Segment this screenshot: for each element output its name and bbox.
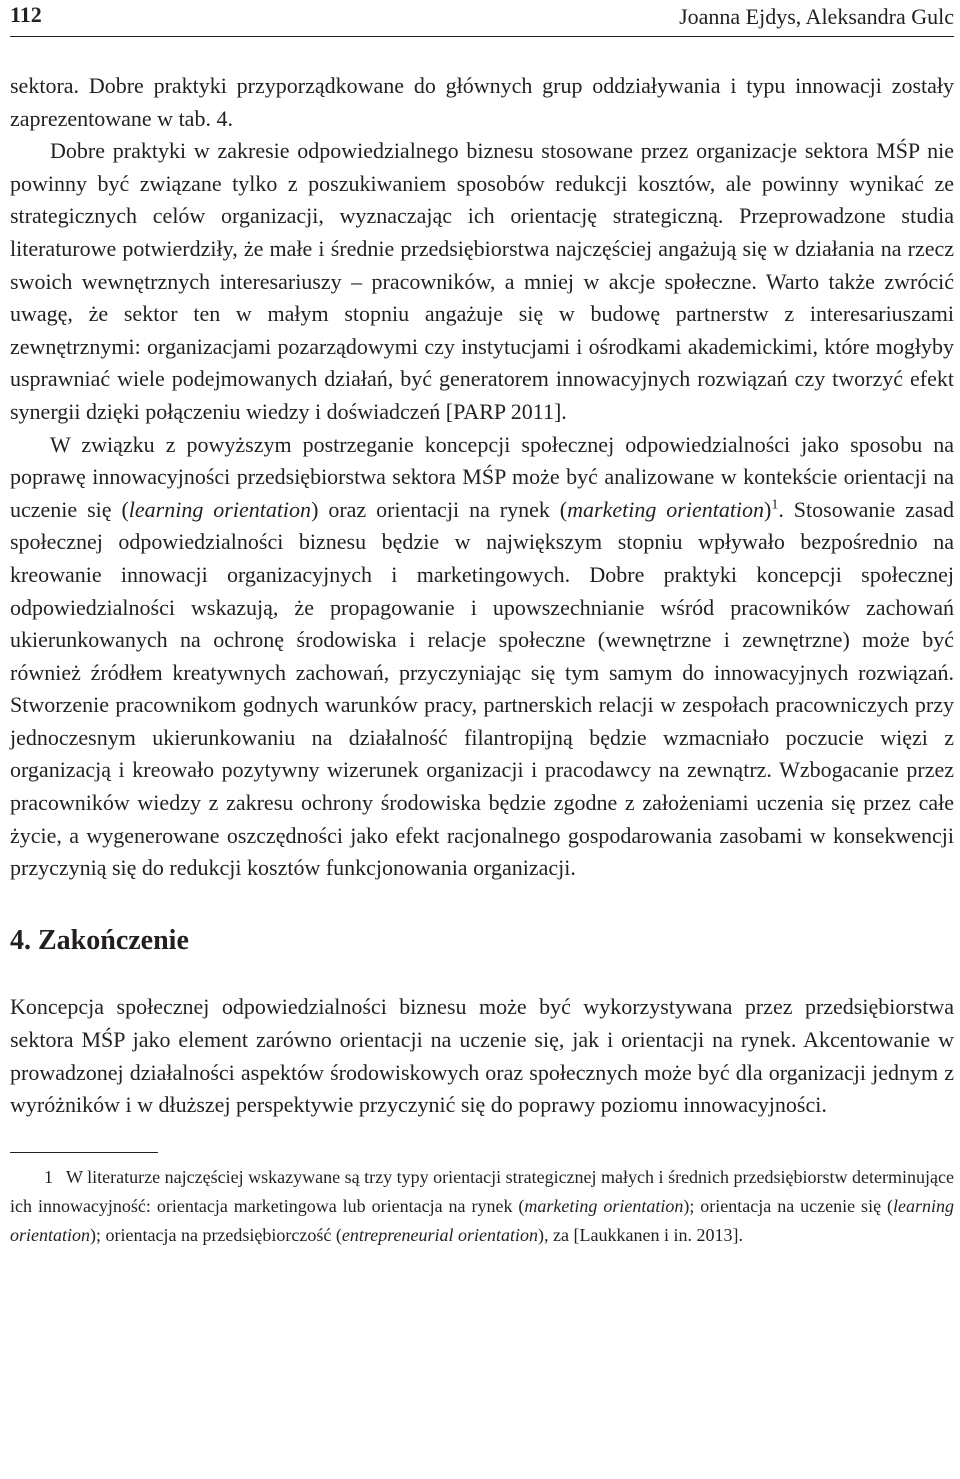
section-heading: 4. Zakończenie	[10, 924, 189, 956]
term-learning-orientation: learning orientation	[128, 496, 312, 522]
text-span: )	[764, 496, 772, 522]
text-span: W literaturze najczęściej wskazywane są trzy typy orientacji strategicznej małych i średnich przedsiębiorstw determinujące ich innowacyjność: orientacja marketingowa lub orientacja na rynek (	[10, 1166, 954, 1216]
term-entrepreneurial-orientation: entrepreneurial orientation	[341, 1224, 539, 1245]
footnote-divider	[10, 1152, 158, 1153]
term-marketing-orientation: marketing orientation	[524, 1195, 684, 1216]
running-head-authors: Joanna Ejdys, Aleksandra Gulc	[679, 4, 954, 29]
main-text	[10, 70, 954, 1250]
page-number: 112	[10, 2, 42, 27]
term-learning-orientation: learning orientation	[10, 1195, 954, 1245]
footnote	[10, 1163, 954, 1250]
footnote-mark: 1	[44, 1166, 53, 1187]
text-span: ) oraz orientacji na rynek (	[311, 496, 568, 522]
text-span: ); orientacja na uczenie się (	[683, 1195, 893, 1216]
paragraph-innovation	[10, 429, 954, 885]
paragraph-good-practices: Dobre praktyki w zakresie odpowiedzialnego biznesu stosowane przez organizacje sektora MŚP nie powinny być związane tylko z poszukiwaniem sposobów redukcji kosztów, ale powinny wynikać ze strategicznych celów organizacji, wyznaczając ich orientację strategiczną. Przeprowadzone studia literaturowe potwierdziły, że małe i średnie przedsiębiorstwa najczęściej angażują się w działania na rzecz swoich wewnętrznych interesariuszy – pracowników, a mniej w akcje społeczne. Warto także zwrócić uwagę, że sektor ten w małym stopniu angażuje się w budowę partnerstw z interesariuszami zewnętrznymi: organizacjami pozarządowymi czy instytucjami i ośrodkami akademickimi, które mogłyby usprawniać wiele podejmowanych działań, być generatorem innowacyjnych rozwiązań czy tworzyć efekt synergii dzięki połączeniu wiedzy i doświadczeń [PARP 2011].	[10, 138, 954, 424]
text-span: . Stosowanie zasad społecznej odpowiedzialności biznesu będzie w największym stopniu wpływało bezpośrednio na kreowanie innowacji organizacyjnych i marketingowych. Dobre praktyki koncepcji społecznej odpowiedzialności wskazują, że propagowanie i upowszechnianie wśród pracowników zachowań ukierunkowanych na ochronę środowiska i relacje społeczne (wewnętrzne i zewnętrzne) może być również źródłem kreatywnych zachowań, przyczyniając się tym samym do innowacyjnych rozwiązań. Stworzenie pracownikom godnych warunków pracy, partnerskich relacji w zespołach pracowniczych przy jednoczesnym ukierunkowaniu na działalność filantropijną będzie wzmacniało poczucie więzi z organizacją i kreowało pozytywny wizerunek organizacji i pracodawcy na zewnątrz. Wzbogacanie przez pracowników wiedzy z zakresu ochrony środowiska będzie zgodne z założeniami uczenia się przez całe życie, a wygenerowane oszczędności jako efekt racjonalnego gospodarowania zasobami w konsekwencji przyczynią się do redukcji kosztów funkcjonowania organizacji.	[10, 496, 955, 881]
text-span: W związku z powyższym postrzeganie koncepcji społecznej odpowiedzialności jako sposobu na poprawę innowacyjności przedsiębiorstwa sektora MŚP może być analizowane w kontekście orientacji na uczenie się (	[10, 431, 954, 522]
page-header	[10, 0, 954, 37]
term-marketing-orientation: marketing orientation	[567, 496, 765, 522]
text-span: ); orientacja na przedsiębiorczość (	[90, 1224, 342, 1245]
text-span: ), za [Laukkanen i in. 2013].	[538, 1224, 743, 1245]
paragraph-continuation: sektora. Dobre praktyki przyporządkowane do głównych grup oddziaływania i typu innowacji zostały zaprezentowane w tab. 4.	[10, 73, 954, 131]
footnote-reference[interactable]: 1	[771, 497, 779, 513]
page	[10, 0, 954, 1250]
paragraph-conclusion: Koncepcja społecznej odpowiedzialności biznesu może być wykorzystywana przez przedsiębiorstwa sektora MŚP jako element zarówno orientacji na uczenie się, jak i orientacji na rynek. Akcentowanie w prowadzonej działalności aspektów środowiskowych oraz społecznych może być dla organizacji jednym z wyróżników i w dłuższej perspektywie przyczynić się do poprawy poziomu innowacyjności.	[10, 994, 954, 1118]
